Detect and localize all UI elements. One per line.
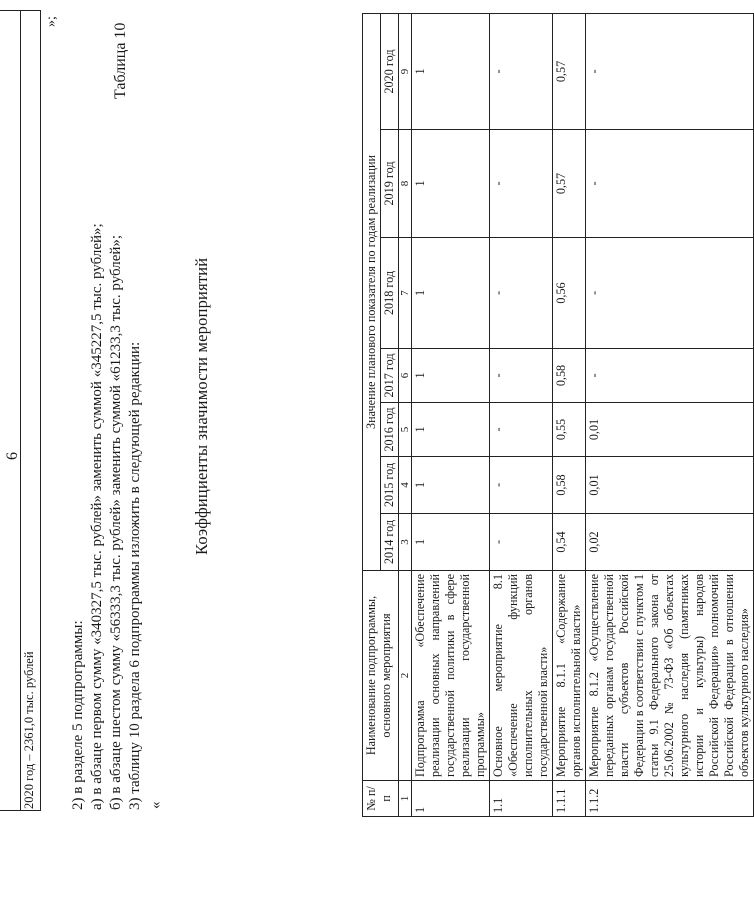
row-name: Подпрограмма «Обеспечение реализации основных направлений государственной политики в сфере реализации государственной программы» [412,571,490,781]
header-num: № п/п [363,781,399,817]
top-table-cell: 2020 год – 2361,0 тыс. рублей [22,651,36,809]
page-number: 6 [4,452,21,460]
row-value: 0,58 [553,457,586,514]
row-value: 1 [412,457,490,514]
body-line-4: 3) таблицу 10 раздела 6 подпрограммы изложить в следующей редакции: [127,341,143,810]
column-index: 8 [399,130,412,238]
column-index-row [399,13,412,816]
header-year-2019: 2019 год [381,130,399,238]
coefficients-table [362,13,754,817]
column-index: 4 [399,457,412,514]
row-value: 0,02 [586,514,754,571]
table-row [586,13,754,816]
header-year-2020: 2020 год [381,13,399,129]
closing-quote: »; [44,16,59,27]
row-name: Основное мероприятие 8.1 «Обеспечение функций исполнительных органов государственной власти» [490,571,553,781]
table-row [412,13,490,816]
body-line-1: 2) в разделе 5 подпрограммы: [70,620,86,810]
column-index: 6 [399,349,412,403]
column-index: 9 [399,13,412,129]
row-value: 0,57 [553,13,586,129]
row-value: 1 [412,403,490,457]
table-row [553,13,586,816]
row-num: 1.1.1 [553,781,586,817]
row-value: - [586,130,754,238]
header-name: Наименование подпрограммы, основного мероприятия [363,571,399,781]
body-line-2: а) в абзаце первом сумму «340327,5 тыс. рублей» заменить суммой «345227,5 тыс. рублей»; [89,223,105,810]
table-row [490,13,553,816]
row-value: 0,54 [553,514,586,571]
header-year-2016: 2016 год [381,403,399,457]
row-value: 0,57 [553,130,586,238]
row-value: - [490,514,553,571]
row-value: 1 [412,13,490,129]
top-table-fragment [0,10,41,811]
row-value: - [586,13,754,129]
row-value: - [490,130,553,238]
row-name: Мероприятие 8.1.2 «Осуществление переданных органам государственной власти субъектов Российской Федерации в соответствии с пунктом 1 статьи 9.1 Федерального закона от 25.06.2002 № 73-ФЗ «Об объектах культурного наследия (памятниках истории и культуры) народов Российской Федерации» полномочий Российской Федерации в отношении объектов культурного наследия» [586,571,754,781]
table-label: Таблица 10 [112,22,129,99]
row-num: 1.1.2 [586,781,754,817]
header-year-2014: 2014 год [381,514,399,571]
row-value: 0,58 [553,349,586,403]
row-num: 1.1 [490,781,553,817]
row-value: - [490,457,553,514]
column-index: 5 [399,403,412,457]
row-value: - [490,349,553,403]
header-group: Значение планового показателя по годам реализации [363,13,381,570]
top-table-divider [20,11,21,811]
opening-quote: « [148,801,164,809]
header-year-2017: 2017 год [381,349,399,403]
row-value: 1 [412,514,490,571]
row-num: 1 [412,781,490,817]
column-index: 7 [399,238,412,349]
row-value: 1 [412,238,490,349]
row-value: 0,01 [586,457,754,514]
column-index: 3 [399,514,412,571]
row-value: 0,56 [553,238,586,349]
header-row-1 [363,13,381,816]
row-value: 1 [412,130,490,238]
row-value: - [490,13,553,129]
column-index: 1 [399,781,412,817]
body-line-3: б) в абзаце шестом сумму «56333,3 тыс. рублей» заменить суммой «61233,3 тыс. рублей»; [108,234,124,810]
top-table-left-border [0,810,40,811]
column-index: 2 [399,571,412,781]
table-title: Коэффициенты значимости мероприятий [192,257,211,555]
row-value: 1 [412,349,490,403]
header-year-2015: 2015 год [381,457,399,514]
row-name: Мероприятие 8.1.1 «Содержание органов исполнительной власти» [553,571,586,781]
row-value: - [586,349,754,403]
row-value: - [490,238,553,349]
row-value: 0,01 [586,403,754,457]
row-value: - [586,238,754,349]
header-year-2018: 2018 год [381,238,399,349]
row-value: - [490,403,553,457]
row-value: 0,55 [553,403,586,457]
